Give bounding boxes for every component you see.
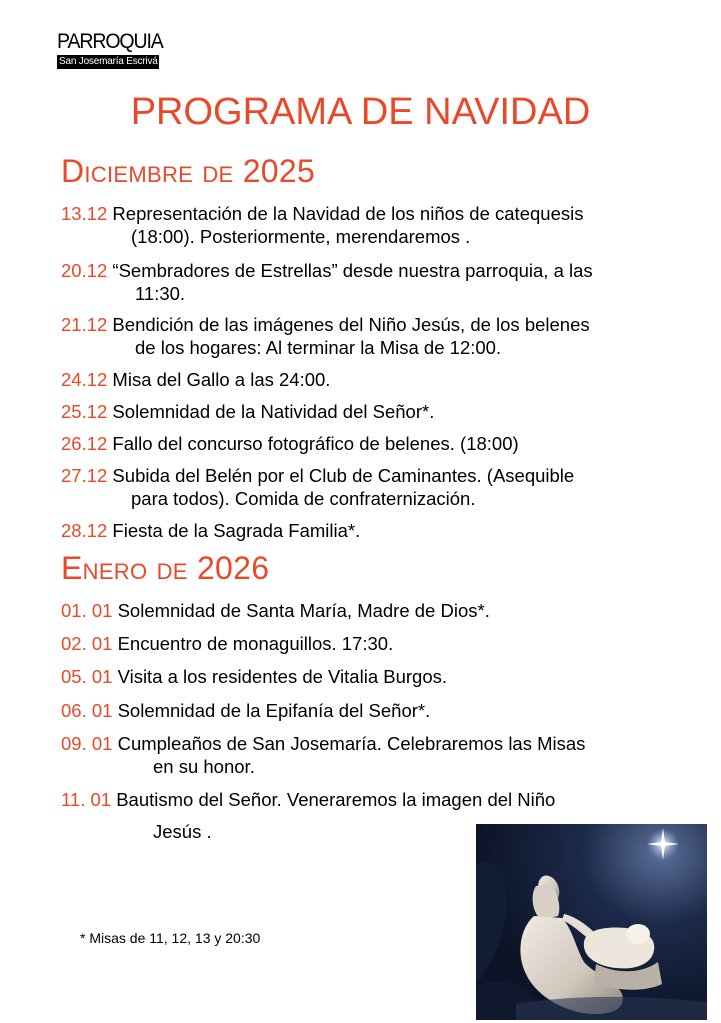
footnote: * Misas de 11, 12, 13 y 20:30 — [80, 930, 261, 946]
event-dec-26 — [61, 432, 691, 455]
event-date: 13.12 — [61, 203, 108, 224]
event-dec-28 — [61, 519, 691, 542]
event-text: Representación de la Navidad de los niños de catequesis — [107, 203, 584, 224]
event-text: Misa del Gallo a las 24:00. — [107, 369, 331, 390]
event-dec-21 — [61, 313, 691, 359]
logo-subtitle: San Josemaría Escrivá — [59, 56, 158, 67]
event-dec-24 — [61, 368, 691, 391]
event-dec-13 — [61, 202, 691, 248]
event-date: 02. 01 — [61, 633, 113, 654]
event-text-cont: de los hogares: Al terminar la Misa de 12:00. — [135, 337, 502, 358]
event-dec-25 — [61, 400, 691, 423]
event-jan-09 — [61, 732, 691, 778]
event-text: Solemnidad de la Natividad del Señor*. — [107, 401, 435, 422]
event-text: “Sembradores de Estrellas” desde nuestra parroquia, a las — [107, 260, 593, 281]
event-text: Bautismo del Señor. Veneraremos la imagen del Niño — [111, 789, 556, 810]
event-text-cont: para todos). Comida de confraternización. — [131, 488, 476, 509]
event-date: 28.12 — [61, 520, 108, 541]
event-jan-01 — [61, 599, 691, 622]
event-date: 25.12 — [61, 401, 108, 422]
event-text-cont: (18:00). Posteriormente, merendaremos . — [131, 226, 471, 247]
event-text-cont: 11:30. — [135, 283, 186, 304]
event-date: 01. 01 — [61, 600, 113, 621]
event-jan-02 — [61, 632, 691, 655]
event-date: 11. 01 — [61, 789, 112, 810]
event-text: Visita a los residentes de Vitalia Burgos. — [112, 666, 448, 687]
event-text: Solemnidad de Santa María, Madre de Dios*. — [112, 600, 490, 621]
event-text: Subida del Belén por el Club de Caminantes. (Asequible — [107, 465, 575, 486]
event-dec-27 — [61, 464, 691, 510]
event-text-cont: Jesús . — [153, 821, 212, 842]
event-date: 05. 01 — [61, 666, 113, 687]
nativity-photo — [476, 824, 707, 1020]
parish-logo — [57, 30, 163, 69]
event-date: 27.12 — [61, 465, 108, 486]
december-heading: Diciembre de 2025 — [61, 153, 316, 189]
event-text: Encuentro de monaguillos. 17:30. — [112, 633, 394, 654]
event-date: 09. 01 — [61, 733, 113, 754]
event-dec-20 — [61, 259, 691, 305]
event-date: 06. 01 — [61, 700, 113, 721]
event-text: Solemnidad de la Epifanía del Señor*. — [112, 700, 431, 721]
event-jan-06 — [61, 699, 691, 722]
page-title: PROGRAMA DE NAVIDAD — [130, 91, 591, 133]
event-date: 24.12 — [61, 369, 108, 390]
event-text: Fiesta de la Sagrada Familia*. — [107, 520, 361, 541]
event-text: Fallo del concurso fotográfico de belenes. (18:00) — [107, 433, 519, 454]
event-jan-05 — [61, 665, 691, 688]
event-text-cont: en su honor. — [153, 756, 255, 777]
event-date: 21.12 — [61, 314, 108, 335]
event-date: 20.12 — [61, 260, 108, 281]
logo-title: PARROQUIA — [57, 30, 163, 53]
event-date: 26.12 — [61, 433, 108, 454]
event-text: Cumpleaños de San Josemaría. Celebraremos las Misas — [112, 733, 586, 754]
january-heading: Enero de 2026 — [61, 550, 270, 586]
event-text: Bendición de las imágenes del Niño Jesús, de los belenes — [107, 314, 590, 335]
